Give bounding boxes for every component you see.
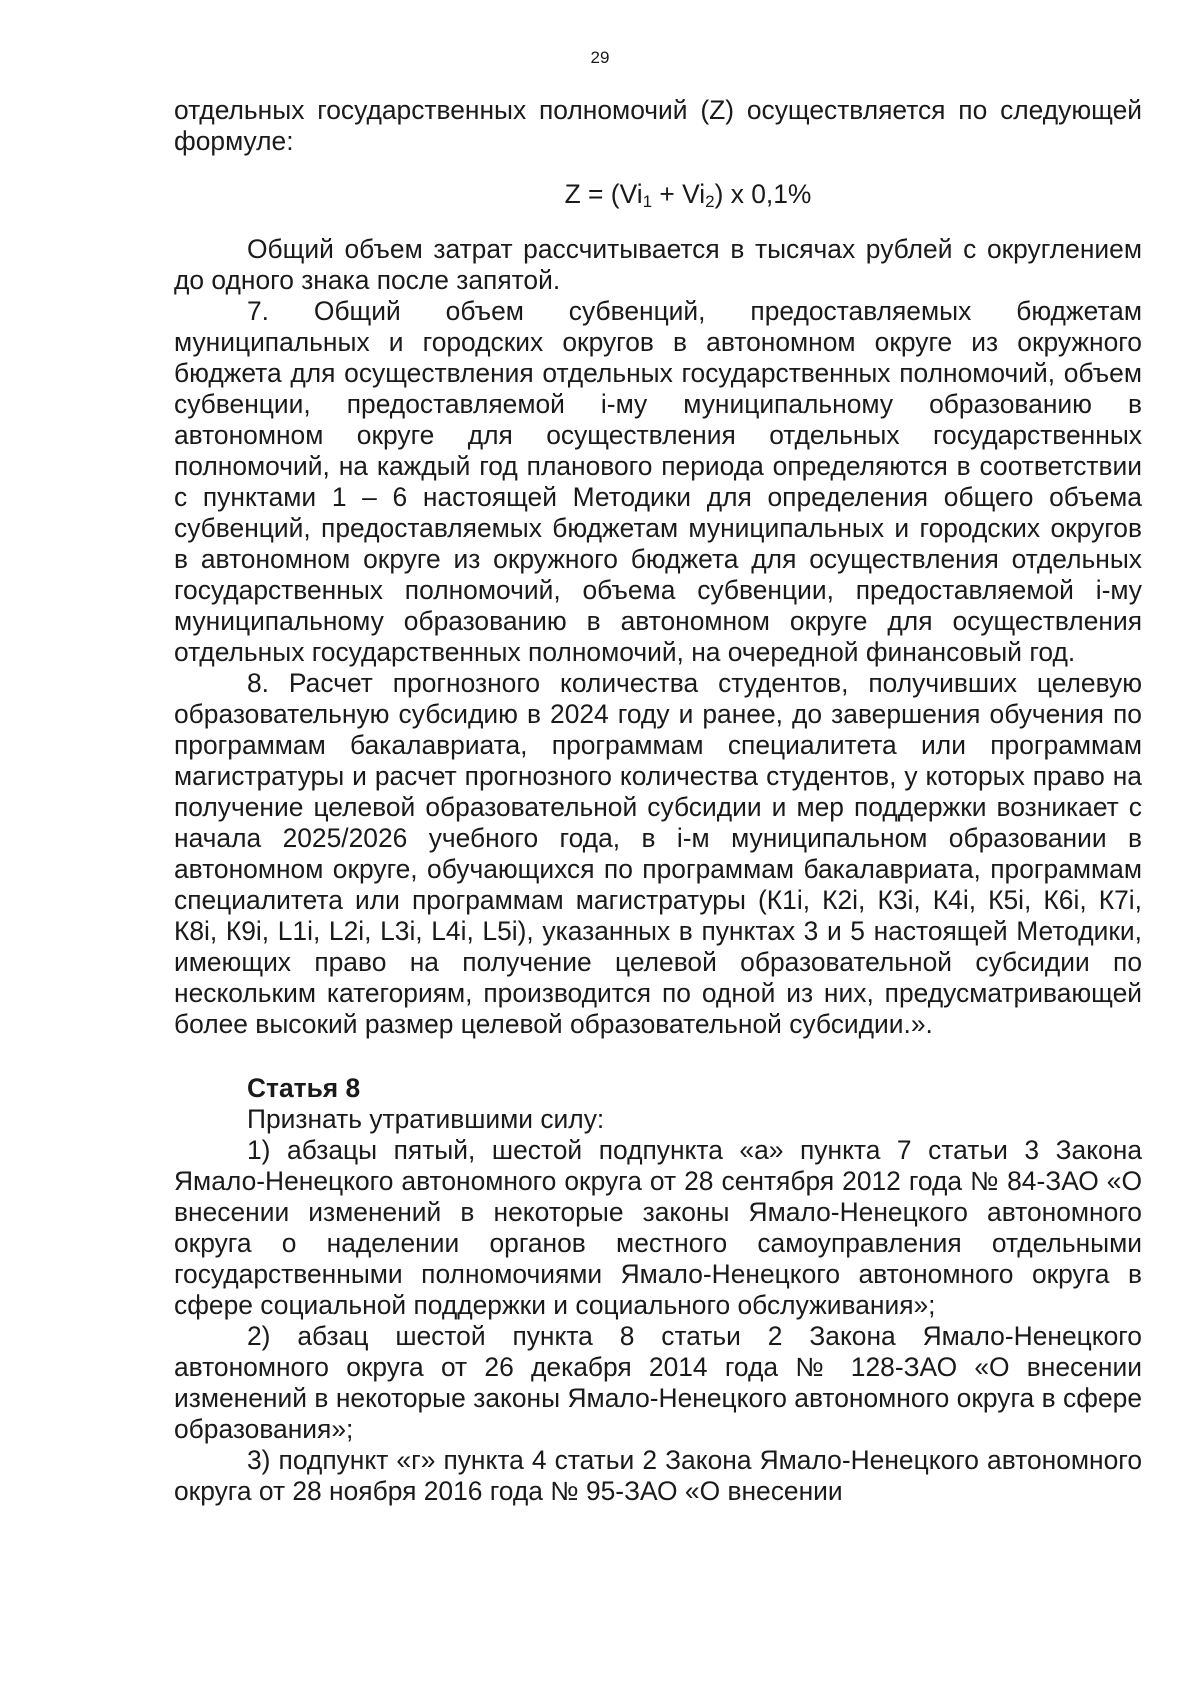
list-item-2: 2) абзац шестой пункта 8 статьи 2 Закона Ямало-Ненецкого автономного округа от 26 декабря 2014 года № 128-ЗАО «О внесении изменений в некоторые законы Ямало-Ненецкого автономного округа в сфере образования»; [174, 1321, 1142, 1444]
paragraph-rounding: Общий объем затрат рассчитывается в тысячах рублей с округлением до одного знака после запятой. [174, 234, 1142, 295]
article-intro: Признать утратившими силу: [247, 1104, 605, 1134]
list-item-1: 1) абзацы пятый, шестой подпункта «а» пункта 7 статьи 3 Закона Ямало-Ненецкого автономного округа от 28 сентября 2012 года № 84-ЗАО «О внесении изменений в некоторые законы Ямало-Ненецкого автономного округа о наделении органов местного самоуправления отдельными государственными полномочиями Ямало-Ненецкого автономного округа в сфере социальной поддержки и социального обслуживания»; [174, 1135, 1142, 1320]
formula [174, 179, 1142, 210]
page-number: 29 [590, 48, 610, 67]
formula-subscript-1: 1 [642, 192, 653, 211]
formula-left: Z = (Vi [564, 179, 643, 209]
article-heading: Статья 8 [247, 1073, 361, 1103]
document-body [174, 95, 1142, 1507]
formula-right: ) х 0,1% [714, 179, 812, 209]
list-item-3: 3) подпункт «г» пункта 4 статьи 2 Закона Ямало-Ненецкого автономного округа от 28 ноября 2016 года № 95-ЗАО «О внесении [174, 1445, 1142, 1506]
formula-middle: + Vi [652, 179, 706, 209]
paragraph-8: 8. Расчет прогнозного количества студентов, получивших целевую образовательную субсидию в 2024 году и ранее, до завершения обучения по программам бакалавриата, программам специалитета или программам магистратуры и расчет прогнозного количества студентов, у которых право на получение целевой образовательной субсидии и мер поддержки возникает с начала 2025/2026 учебного года, в i-м муниципальном образовании в автономном округе, обучающихся по программам бакалавриата, программам специалитета или программам магистратуры (К1i, К2i, К3i, К4i, К5i, К6i, К7i, К8i, К9i, L1i, L2i, L3i, L4i, L5i), указанных в пунктах 3 и 5 настоящей Методики, имеющих право на получение целевой образовательной субсидии по нескольким категориям, производится по одной из них, предусматривающей более высокий размер целевой образовательной субсидии.». [174, 668, 1142, 1039]
formula-subscript-2: 2 [705, 192, 715, 211]
section-gap [174, 1040, 1142, 1073]
paragraph-7: 7. Общий объем субвенций, предоставляемых бюджетам муниципальных и городских округов в автономном округе из окружного бюджета для осуществления отдельных государственных полномочий, объем субвенции, предоставляемой i-му муниципальному образованию в автономном округе для осуществления отдельных государственных полномочий, на каждый год планового периода определяются в соответствии с пунктами 1 – 6 настоящей Методики для определения общего объема субвенций, предоставляемых бюджетам муниципальных и городских округов в автономном округе из окружного бюджета для осуществления отдельных государственных полномочий, объема субвенции, предоставляемой i-му муниципальному образованию в автономном округе для осуществления отдельных государственных полномочий, на очередной финансовый год. [174, 296, 1142, 667]
paragraph-intro: отдельных государственных полномочий (Z) осуществляется по следующей формуле: [174, 95, 1142, 156]
